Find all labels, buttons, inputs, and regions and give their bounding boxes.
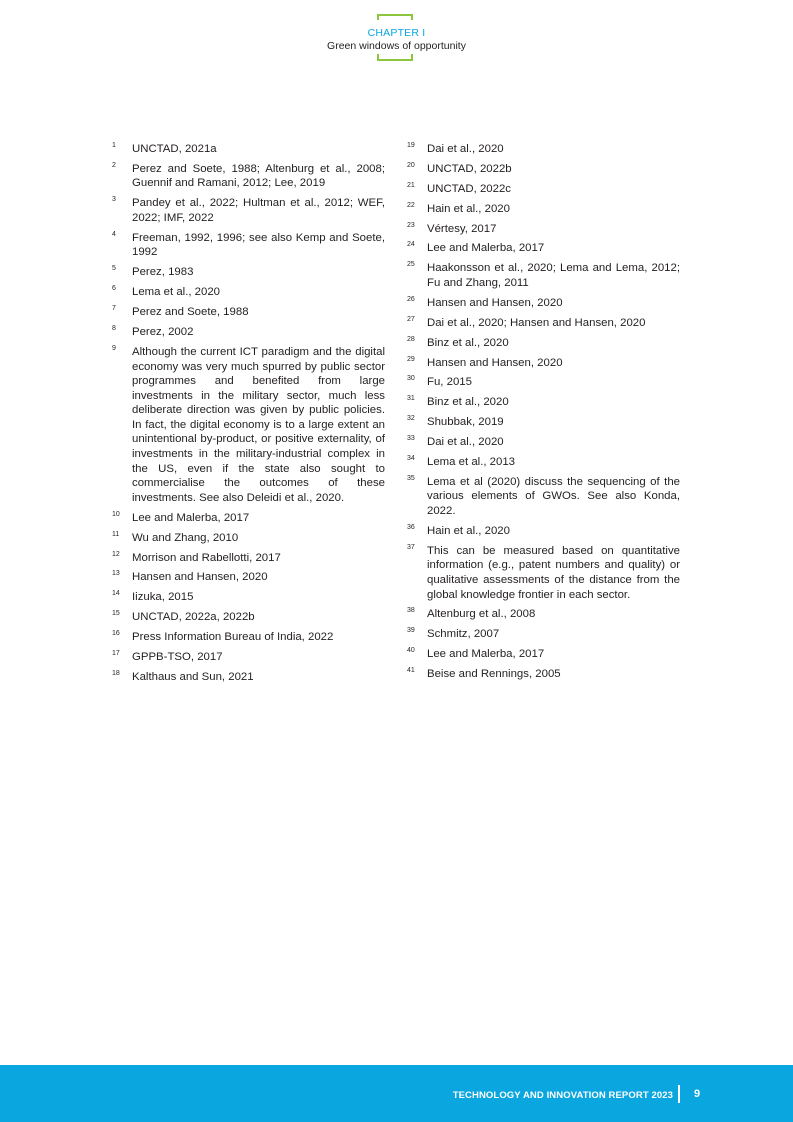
endnote-text: Haakonsson et al., 2020; Lema and Lema, 2012; Fu and Zhang, 2011 xyxy=(427,262,680,289)
endnote-number: 33 xyxy=(407,435,415,443)
endnote-text: Pandey et al., 2022; Hultman et al., 2012; WEF, 2022; IMF, 2022 xyxy=(132,197,385,224)
endnote xyxy=(407,142,680,157)
endnote-text: Lema et al., 2020 xyxy=(132,286,221,299)
endnote-text: Hansen and Hansen, 2020 xyxy=(427,356,563,369)
endnote-text: Dai et al., 2020; Hansen and Hansen, 2020 xyxy=(427,316,646,329)
endnote-number: 27 xyxy=(407,315,415,323)
endnote-number: 12 xyxy=(112,550,120,558)
endnote-number: 22 xyxy=(407,201,415,209)
endnote xyxy=(112,162,385,191)
endnote-number: 21 xyxy=(407,181,415,189)
endnote-text: Although the current ICT paradigm and the digital economy was very much spurred by public sector programmes and benefited from large investments in the military sector, much less deliberate direction was given by public policies. In fact, the digital economy is to a large extent an unintentional by-product, or positive externality, of investments in the military-industrial complex in the US, even if the state also sought to commercialise the outcomes of these investments. See also Deleidi et al., 2020. xyxy=(132,345,385,504)
endnote-number: 4 xyxy=(112,230,116,238)
endnote-text: UNCTAD, 2022a, 2022b xyxy=(132,611,255,624)
endnote-text: Hain et al., 2020 xyxy=(427,202,510,215)
page-number: 9 xyxy=(694,1088,701,1100)
endnote xyxy=(407,182,680,197)
endnote-number: 26 xyxy=(407,295,415,303)
endnote-text: Lema et al (2020) discuss the sequencing of the various elements of GWOs. See also Konda, 2022. xyxy=(427,475,680,518)
endnote-number: 20 xyxy=(407,161,415,169)
endnote-number: 18 xyxy=(112,669,120,677)
endnote xyxy=(407,544,680,602)
endnote-text: Beise and Rennings, 2005 xyxy=(427,668,561,681)
endnote-text: Perez and Soete, 1988 xyxy=(132,306,249,319)
endnote xyxy=(407,296,680,311)
endnote-text: Shubbak, 2019 xyxy=(427,416,504,429)
endnote-text: Iizuka, 2015 xyxy=(132,591,194,604)
endnote-text: Lee and Malerba, 2017 xyxy=(427,648,545,661)
endnote xyxy=(112,265,385,280)
endnote-number: 35 xyxy=(407,474,415,482)
endnote-number: 25 xyxy=(407,261,415,269)
endnote xyxy=(112,511,385,526)
endnote xyxy=(112,325,385,340)
endnote xyxy=(407,261,680,290)
endnote xyxy=(407,435,680,450)
endnote xyxy=(112,570,385,585)
endnote-number: 7 xyxy=(112,305,116,313)
endnote xyxy=(407,647,680,662)
endnote-number: 32 xyxy=(407,415,415,423)
endnote-number: 34 xyxy=(407,454,415,462)
page-header xyxy=(0,0,793,70)
endnote xyxy=(112,630,385,645)
endnote-number: 6 xyxy=(112,285,116,293)
endnote xyxy=(112,650,385,665)
endnote-number: 16 xyxy=(112,630,120,638)
endnote-text: Press Information Bureau of India, 2022 xyxy=(132,631,334,644)
endnote-text: Perez and Soete, 1988; Altenburg et al., 2008; Guennif and Ramani, 2012; Lee, 2019 xyxy=(132,162,385,190)
endnote-text: Hansen and Hansen, 2020 xyxy=(427,296,563,309)
report-title: TECHNOLOGY AND INNOVATION REPORT 2023 xyxy=(452,1090,673,1101)
endnote xyxy=(407,607,680,622)
endnote xyxy=(407,667,680,682)
endnote-number: 3 xyxy=(112,196,116,204)
endnote xyxy=(407,375,680,390)
endnote xyxy=(407,202,680,217)
endnote xyxy=(112,231,385,260)
endnote xyxy=(112,305,385,320)
endnote-number: 8 xyxy=(112,325,116,333)
endnote-text: This can be measured based on quantitative information (e.g., patent numbers and quality) or qualitative assessments of the distance from the global knowledge frontier in each sector. xyxy=(427,544,680,601)
endnote-number: 37 xyxy=(407,543,415,551)
endnote xyxy=(112,590,385,605)
endnote-number: 36 xyxy=(407,523,415,531)
endnote-text: Lema et al., 2013 xyxy=(427,455,516,468)
endnote-number: 19 xyxy=(407,142,415,149)
endnote-number: 11 xyxy=(112,530,120,538)
endnote xyxy=(407,455,680,470)
endnote xyxy=(112,196,385,225)
endnote xyxy=(407,336,680,351)
endnote-text: UNCTAD, 2022c xyxy=(427,182,511,195)
endnote-text: Binz et al., 2020 xyxy=(427,396,509,409)
endnote-number: 9 xyxy=(112,344,116,352)
endnote xyxy=(112,610,385,625)
endnote xyxy=(407,222,680,237)
endnote-number: 24 xyxy=(407,241,415,249)
endnote-text: UNCTAD, 2021a xyxy=(132,143,217,155)
endnote-number: 2 xyxy=(112,161,116,169)
endnote-text: Freeman, 1992, 1996; see also Kemp and Soete, 1992 xyxy=(132,231,385,259)
endnote-text: Wu and Zhang, 2010 xyxy=(132,531,239,544)
endnote xyxy=(407,316,680,331)
endnote xyxy=(112,142,385,157)
endnote xyxy=(407,356,680,371)
chapter-label: CHAPTER I xyxy=(367,27,426,39)
endnote-number: 1 xyxy=(112,142,116,149)
endnote-text: Hain et al., 2020 xyxy=(427,524,510,537)
endnote-number: 29 xyxy=(407,355,415,363)
endnote-text: Hansen and Hansen, 2020 xyxy=(132,571,268,584)
endnote-text: Dai et al., 2020 xyxy=(427,436,504,449)
endnote-number: 5 xyxy=(112,265,116,273)
endnote-text: Perez, 1983 xyxy=(132,266,194,279)
endnote-number: 15 xyxy=(112,610,120,618)
endnote-text: GPPB-TSO, 2017 xyxy=(132,650,223,663)
endnote-text: Lee and Malerba, 2017 xyxy=(427,242,545,255)
endnote-number: 28 xyxy=(407,335,415,343)
endnote-text: Schmitz, 2007 xyxy=(427,628,500,641)
endnote-number: 23 xyxy=(407,221,415,229)
endnotes-column-right xyxy=(407,142,680,687)
endnote xyxy=(112,531,385,546)
endnote-number: 31 xyxy=(407,395,415,403)
endnote-text: Kalthaus and Sun, 2021 xyxy=(132,670,254,683)
endnote-number: 39 xyxy=(407,627,415,635)
endnote-number: 41 xyxy=(407,667,415,675)
endnote xyxy=(112,670,385,685)
endnote xyxy=(407,524,680,539)
endnote-number: 40 xyxy=(407,647,415,655)
endnote-text: Fu, 2015 xyxy=(427,376,472,389)
endnote xyxy=(407,395,680,410)
endnote-number: 30 xyxy=(407,375,415,383)
header-bracket-bottom xyxy=(377,54,413,61)
endnote-text: UNCTAD, 2022b xyxy=(427,162,512,175)
endnote-number: 13 xyxy=(112,570,120,578)
header-bracket-top xyxy=(377,14,413,20)
endnote xyxy=(407,415,680,430)
endnote-text: Perez, 2002 xyxy=(132,326,194,339)
endnote-number: 38 xyxy=(407,607,415,615)
endnote xyxy=(407,627,680,642)
endnote-number: 14 xyxy=(112,590,120,598)
endnote-text: Lee and Malerba, 2017 xyxy=(132,511,250,524)
endnote-text: Vértesy, 2017 xyxy=(427,222,497,235)
endnote xyxy=(112,551,385,566)
endnote xyxy=(112,285,385,300)
endnote-text: Binz et al., 2020 xyxy=(427,336,509,349)
endnote xyxy=(407,241,680,256)
endnote xyxy=(407,475,680,519)
endnote-text: Altenburg et al., 2008 xyxy=(427,608,536,621)
endnotes-column-left xyxy=(112,142,385,690)
chapter-title: Green windows of opportunity xyxy=(327,40,466,52)
endnote-number: 17 xyxy=(112,649,120,657)
page-footer xyxy=(0,1065,793,1122)
endnote-text: Dai et al., 2020 xyxy=(427,143,504,155)
endnote xyxy=(112,345,385,506)
endnote-text: Morrison and Rabellotti, 2017 xyxy=(132,551,281,564)
endnote-number: 10 xyxy=(112,510,120,518)
footer-divider xyxy=(678,1085,680,1103)
endnote xyxy=(407,162,680,177)
